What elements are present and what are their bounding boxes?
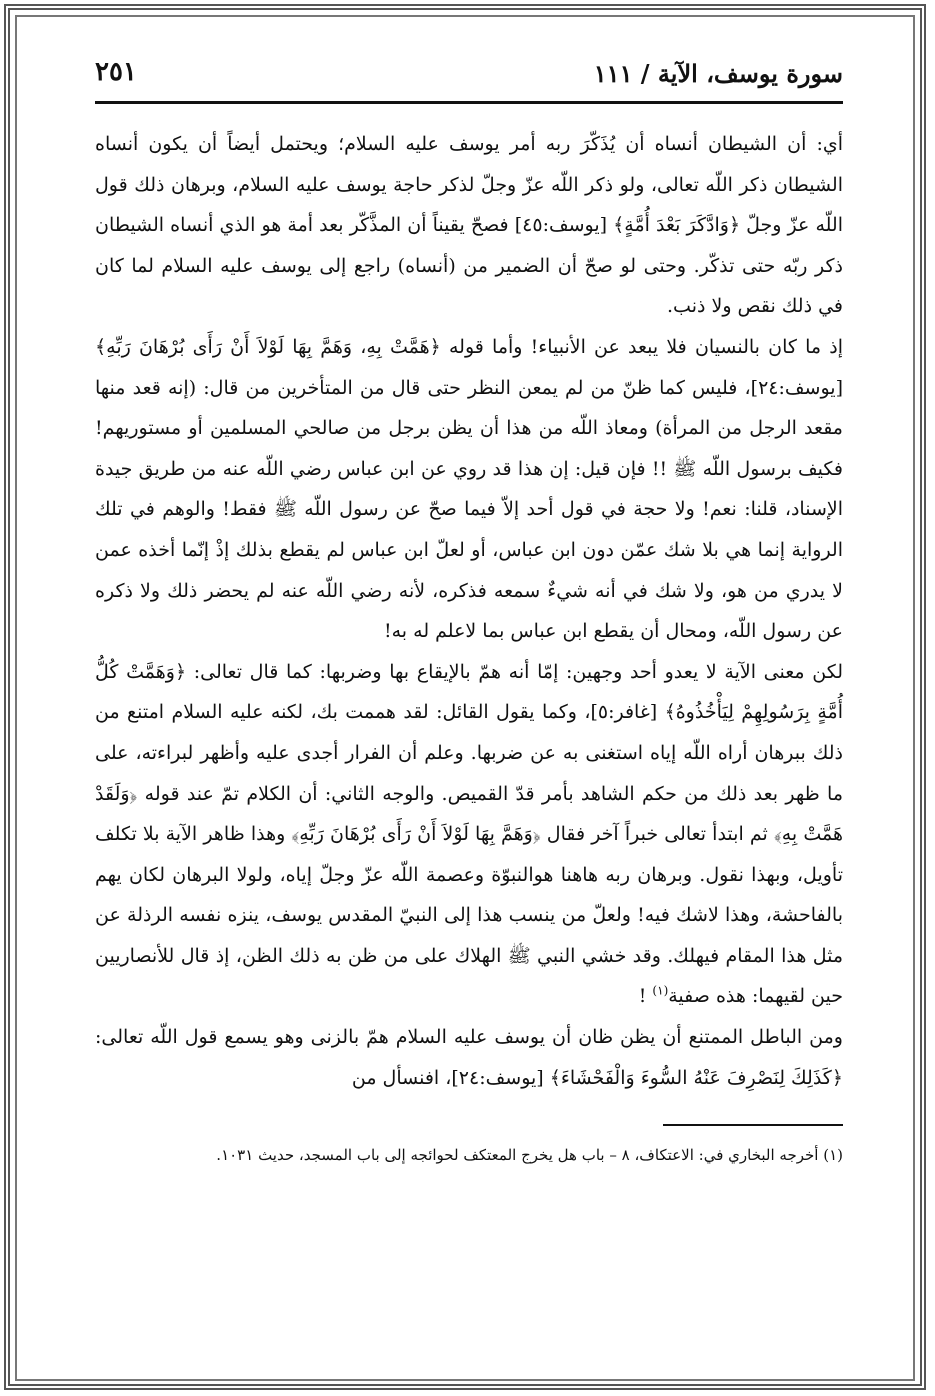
book-page: [95, 55, 843, 1355]
footnote: (١) أخرجه البخاري في: الاعتكاف، ٨ – باب هل يخرج المعتكف لحوائجه إلى باب المسجد، حديث ١٠٣١.: [216, 1146, 843, 1165]
page-number: ٢٥١: [95, 57, 137, 87]
paragraph-2: إذ ما كان بالنسيان فلا يبعد عن الأنبياء! وأما قوله ﴿هَمَّتْ بِهِ، وَهَمَّ بِهَا لَوْلاَ أَنْ رَأَى بُرْهَانَ رَبِّهِ﴾ [يوسف:٢٤]، فليس كما ظنّ من لم يمعن النظر حتى قال من المتأخرين من قال: (إنه قعد منها مقعد الرجل من المرأة) ومعاذ اللّه من هذا أن يظن برجل من صالحي المسلمين أو مستوريهم! فكيف برسول اللّه ﷺ !! فإن قيل: إن هذا قد روي عن ابن عباس رضي اللّه عنه من طريق جيدة الإسناد، قلنا: نعم! ولا حجة في قول أحد إلاّ فيما صحّ عن رسول اللّه ﷺ فقط! والوهم في تلك الرواية إنما هي بلا شك عمّن دون ابن عباس، أو لعلّ ابن عباس لم يقطع بذلك إذْ إنّما أخذه عمن لا يدري من هو، ولا شك في أنه شيءٌ سمعه فذكره، لأنه رضي اللّه عنه لم يحضر ذلك ولا ذكره عن رسول اللّه، ومحال أن يقطع ابن عباس بما لاعلم له به!: [95, 335, 843, 643]
footnote-divider: [663, 1124, 843, 1126]
paragraph-3: [95, 652, 843, 1017]
paragraph-3-text: لكن معنى الآية لا يعدو أحد وجهين: إمّا أنه همّ بالإيقاع بها وضربها: كما قال تعالى: ﴿وَهَمَّتْ كُلُّ أُمَّةٍ بِرَسُولِهِمْ لِيَأْخُذُوهُ﴾ [غافر:٥]، وكما يقول القائل: لقد هممت بك، لكنه عليه السلام امتنع من ذلك ببرهان أراه اللّه إياه استغنى به عن ضربها. وعلم أن الفرار أجدى عليه وأظهر لبراءته، على ما ظهر بعد ذلك من حكم الشاهد بأمر قدّ القميص. والوجه الثاني: أن الكلام تمّ عند قوله ﴿وَلَقَدْ هَمَّتْ بِهِ﴾ ثم ابتدأ تعالى خبراً آخر فقال ﴿وَهَمَّ بِهَا لَوْلاَ أَنْ رَأَى بُرْهَانَ رَبِّهِ﴾ وهذا ظاهر الآية بلا تكلف تأويل، وبهذا نقول. وبرهان ربه هاهنا هوالنبوّة وعصمة اللّه عزّ وجلّ إياه، ولولا البرهان لكان يهم بالفاحشة، وهذا لاشك فيه! ولعلّ من ينسب هذا إلى النبيّ المقدس يوسف، ينزه نفسه الرذلة عن مثل هذا المقام فيهلك. وقد خشي النبي ﷺ الهلاك على من ظن به ذلك الظن، إذ قال للأنصاريين حين لقيهما: هذه صفية: [95, 660, 843, 1008]
footnote-reference: (١): [652, 984, 669, 999]
paragraph-1: أي: أن الشيطان أنساه أن يُذَكّرَ ربه أمر يوسف عليه السلام؛ ويحتمل أيضاً أن يكون أنساه الشيطان ذكر اللّه تعالى، ولو ذكر اللّه عزّ وجلّ لذكر حاجة يوسف عليه السلام، وبرهان ذلك قول اللّه عزّ وجلّ ﴿وَادَّكَرَ بَعْدَ أُمَّةٍ﴾ [يوسف:٤٥] فصحّ يقيناً أن المذَّكّر بعد أمة هو الذي أنساه الشيطان ذكر ربّه حتى تذكّر. وحتى لو صحّ أن الضمير من (أنساه) راجع إلى يوسف عليه السلام لما كان في ذلك نقص ولا ذنب.: [95, 133, 843, 318]
main-text: [95, 124, 843, 1098]
chapter-title: سورة يوسف، الآية / ١١١: [593, 59, 843, 88]
running-header: [95, 55, 843, 104]
paragraph-4: ومن الباطل الممتنع أن يظن ظان أن يوسف عليه السلام همّ بالزنى وهو يسمع قول اللّه تعالى: ﴿كَذَلِكَ لِنَصْرِفَ عَنْهُ السُّوءَ وَالْفَحْشَاءَ﴾ [يوسف:٢٤]، افنسأل من: [95, 1026, 843, 1089]
paragraph-3-end: !: [638, 985, 653, 1008]
